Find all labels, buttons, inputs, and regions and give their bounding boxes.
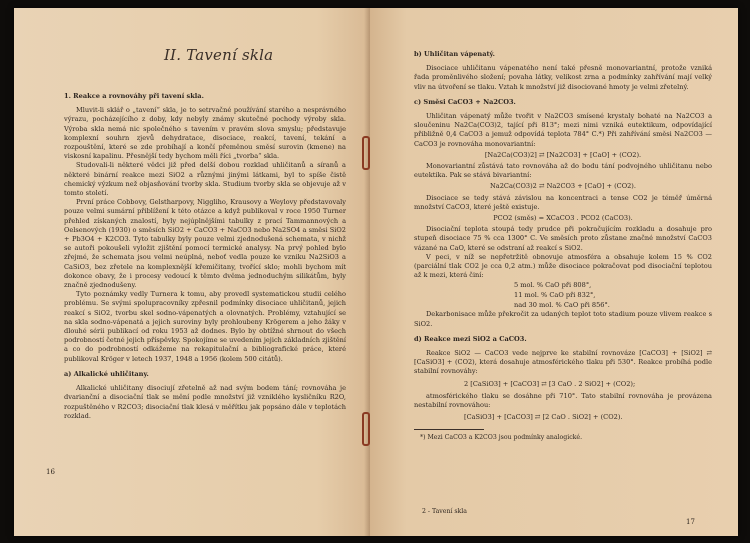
subsection-heading: d) Reakce mezi SiO2 a CaCO3. <box>414 334 527 343</box>
running-footer: 2 - Tavení skla <box>422 508 467 515</box>
left-page <box>14 8 370 536</box>
paragraph: Disociace se tedy stává závislou na koncentraci a tense CO2 je téměř úměrná množství CaCO3, které ještě existuje. <box>414 193 712 211</box>
section-heading: 1. Reakce a rovnováhy při tavení skla. <box>64 92 204 100</box>
paragraph: V peci, v níž se nepřetržitě obnovuje atmosféra a obsahuje kolem 15 % CO2 (parciální tlak CO2 je cca 0,2 atm.) může disociace pokračovat pod disociační teplotou až k mezi, která činí: <box>414 252 712 280</box>
footnote-rule <box>414 429 484 430</box>
equation: 2 [CaSiO3] + [CaCO3] ⇄ [3 CaO . 2 SiO2] + (CO2); <box>464 379 636 388</box>
paragraph: Tyto poznámky vedly Turnera k tomu, aby provedl systematickou studii celého problému. Se svými spolupracovníky zpřesnil podmínky disociace uhličitanů, jejich reakcí s SiO2, tvorbu skel sodno-vápenatých a olovnatých. Problémy, vztahující se na skla sodno-vápenatá a jejich suroviny byly prohloubeny Krögerem a jeho žáky v dlouhé sérii publikací od roku 1953 až dodnes. Bylo by obtížné shrnout do všech podrobností četné jejich příspěvky. Spokojíme se uvedením jejich základních zjištění a co do podrobností odkážeme na rekapitulační a bibliografické práce, které publikoval Kröger v letech 1937, 1948 a 1956 (kolem 500 citátů). <box>64 290 346 363</box>
subsection-heading: c) Směsi CaCO3 + Na2CO3. <box>414 97 516 106</box>
left-page-body <box>64 86 346 421</box>
paragraph: Monovariantní zůstává tato rovnováha až do bodu tání podvojného uhličitanu nebo eutektika. Pak se stává bivariantní: <box>414 162 712 180</box>
equation: Na2Ca(CO3)2 ⇄ Na2CO3 + [CaO] + (CO2). <box>490 182 636 191</box>
paragraph: Alkalické uhličitany disociují zřetelně až nad svým bodem tání; rovnováha je dvarianční a disociační tlak se mění podle množství již vzniklého kysličníku R2O, rozpuštěného v R2CO3; disociační tlak klesá v měřítku jak popsáno dále v teplotách rozklad. <box>64 384 346 420</box>
paragraph: Dekarbonisace může překročit za udaných teplot toto stadium pouze vlivem reakce s SiO2. <box>414 310 712 328</box>
page-number: 17 <box>686 518 695 526</box>
paragraph: Reakce SiO2 — CaCO3 vede nejprve ke stabilní rovnováze [CaCO3] + [SiO2] ⇄ [CaSiO3] + (CO2), která dosahuje atmosférického tlaku při 530°. Reakce probíhá podle stabilní rovnováhy: <box>414 349 712 376</box>
chapter-title: II. Tavení skla <box>164 46 274 64</box>
right-page-body <box>414 44 712 442</box>
paragraph: atmosférického tlaku se dosáhne při 710°. Tato stabilní rovnováha je provázena nestabilní rovnováhou: <box>414 391 712 410</box>
paragraph: Studovali-li některé vědci již před delší dobou rozklad uhličitanů a síranů a některé binární reakce mezi SiO2 a různými jinými látkami, byl to spíše čistě chemický výzkum než objasňování tvorby skla. Studium tvorby skla se objevuje až v tomto století. <box>64 161 346 198</box>
paragraph: První práce Cobbovy, Gelstharpovy, Niggliho, Krausovy a Weylovy představovaly pouze velmi sumární přiblížení k této otázce a když publikoval v roce 1950 Turner přehled získaných znalostí, byly nejúplnějšími tabulky z prací Tammannových a Oelsenových (1930) o směsích SiO2 + CaCO3 + NaCO3 nebo Na2SO4 a směsi SiO2 + Pb3O4 + K2CO3. Tyto tabulky byly pouze velmi zjednodušená schemata, v nichž se autoři pokoušeli vyložit zjištění pomocí termické analysy. Na prvý pohled bylo zřejmé, že schemata jsou velmi neúplná, neboť vedla pouze ke vzniku Na2SiO3 a CaSiO3, bez zřetele na komplexnější křemičitany, tvořící sklo; mohli bychom mít dokonce obavy, že i procesy vedoucí k těmto dvěma jednoduchým silikátům, byly značně zjednodušeny. <box>64 198 346 290</box>
footnote: *) Mezi CaCO3 a K2CO3 jsou podmínky analogické. <box>420 433 583 441</box>
paragraph: Uhličitan vápenatý může tvořit v Na2CO3 smísené krystaly bohaté na Na2CO3 a sloučeninu Na2Ca(CO3)2, tající při 813°; mezi nimi vzniká eutektikum, odpovídající přibližně 0,4 CaCO3 a jemuž odpovídá teplota 784° C.*) Při zahřívání směsi Na2CO3 — CaCO3 je rovnováha monovariantní: <box>414 112 712 148</box>
paragraph: Disociační teplota stoupá tedy prudce při pokračujícím rozkladu a dosahuje pro stupeň disociace 75 % cca 1300° C. Ve směsích proto zůstane značné množství CaCO3 vázané na CaO, které se odstraní až reakcí s SiO2. <box>414 225 712 252</box>
subsection-heading: b) Uhličitan vápenatý. <box>414 50 495 58</box>
book-spread <box>14 8 738 536</box>
page-number: 16 <box>46 468 55 476</box>
equation: [CaSiO3] + [CaCO3] ⇄ [2 CaO . SiO2] + (CO2). <box>464 413 623 422</box>
staple <box>362 136 370 170</box>
right-page <box>370 8 738 536</box>
subsection-heading: a) Alkalické uhličitany. <box>64 369 149 378</box>
equation: [Na2Ca(CO3)2] ⇄ [Na2CO3] + [CaO] + (CO2). <box>484 150 642 159</box>
value-line: 5 mol. % CaO při 808°, <box>514 281 592 290</box>
staple <box>362 412 370 446</box>
value-line: nad 30 mol. % CaO při 856°. <box>514 301 610 310</box>
value-line: 11 mol. % CaO při 832°, <box>514 291 596 300</box>
equation: PCO2 (směs) = XCaCO3 . PCO2 (CaCO3). <box>493 214 633 223</box>
paragraph: Disociace uhličitanu vápenatého není také přesně monovariantní, protože vzniká řada proměnlivého složení; povaha látky, velikost zrna a podmínky zahřívání mají velký vliv na útvoření se tlaku. Vztah k množství již disociované hmoty je velmi zřetelný. <box>414 64 712 91</box>
paragraph: Mluvit-li sklář o „tavení“ skla, je to setrvačné používání starého a nesprávného výrazu, pocházejícího z doby, kdy nebyly známy skutečné pochody výroby skla. Výroba skla nemá nic společného s tavením v pravém slova smyslu; představuje komplexní souhrn zjevů dehydratace, disociace, reakcí, tavení, tekání a rozpouštění, které se zde probíhají a končí přeměnou směsí surovin (kmene) na viskosní kapalinu. Přesnější tedy bychom měli říci „tvorba“ skla. <box>64 106 346 161</box>
